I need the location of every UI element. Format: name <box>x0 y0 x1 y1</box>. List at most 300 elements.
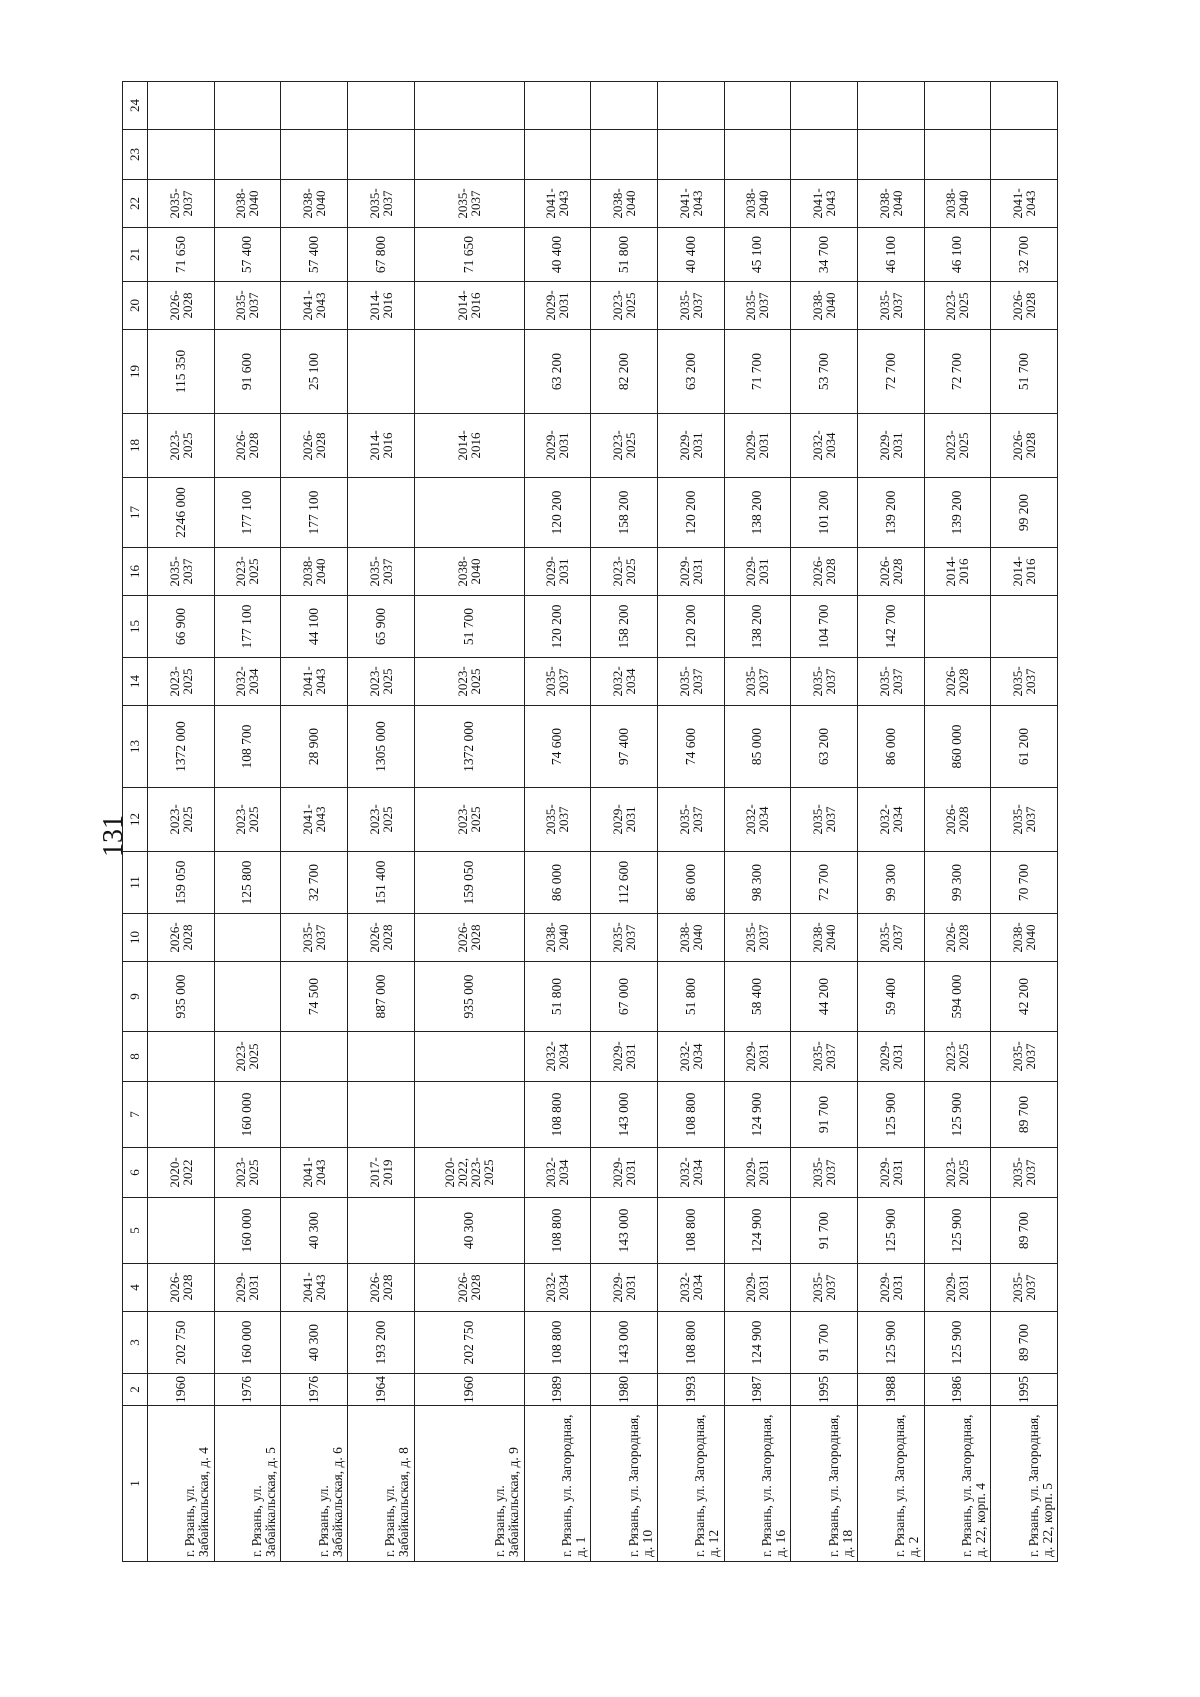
table-row <box>657 82 724 1562</box>
table-cell: 2041- 2043 <box>281 1148 348 1198</box>
table-cell: 193 200 <box>347 1312 414 1374</box>
table-cell: 177 100 <box>281 478 348 548</box>
table-cell: 86 000 <box>857 706 924 788</box>
table-cell: 2023- 2025 <box>148 788 215 852</box>
table-cell: 2041- 2043 <box>281 788 348 852</box>
table-cell: 2023- 2025 <box>591 414 658 478</box>
table-cell: 2035- 2037 <box>591 914 658 962</box>
table-cell: 91 700 <box>791 1312 858 1374</box>
table-cell: 2029- 2031 <box>724 548 791 596</box>
table-cell: 91 700 <box>791 1198 858 1264</box>
table-cell: 1960 <box>148 1374 215 1406</box>
table-cell: 2035- 2037 <box>657 788 724 852</box>
table-cell: 108 800 <box>657 1082 724 1148</box>
table-cell: 2032- 2034 <box>724 788 791 852</box>
column-header-12: 12 <box>123 788 148 852</box>
table-cell: 2035- 2037 <box>148 180 215 228</box>
table-cell: 2029- 2031 <box>724 414 791 478</box>
table-cell <box>657 82 724 130</box>
table-cell: 120 200 <box>524 478 591 548</box>
table-cell: 2017- 2019 <box>347 1148 414 1198</box>
column-header-2: 2 <box>123 1374 148 1406</box>
table-cell: 2029- 2031 <box>857 1032 924 1082</box>
table-cell: 2038- 2040 <box>591 180 658 228</box>
table-cell: 1964 <box>347 1374 414 1406</box>
table-cell: 860 000 <box>924 706 991 788</box>
table-cell: 2032- 2034 <box>857 788 924 852</box>
address-cell: г. Рязань, ул. Забайкальская, д. 5 <box>214 1406 281 1562</box>
column-header-19: 19 <box>123 330 148 414</box>
table-cell: 2029- 2031 <box>524 414 591 478</box>
table-cell: 2035- 2037 <box>991 788 1058 852</box>
table-cell <box>414 330 524 414</box>
table-cell <box>791 130 858 180</box>
table-cell: 2035- 2037 <box>857 658 924 706</box>
table-cell: 2035- 2037 <box>857 914 924 962</box>
table-cell: 1305 000 <box>347 706 414 788</box>
table-cell: 2041- 2043 <box>281 282 348 330</box>
table-cell: 2038- 2040 <box>791 282 858 330</box>
table-cell: 1987 <box>724 1374 791 1406</box>
table-cell: 2023- 2025 <box>924 414 991 478</box>
table-cell: 2032- 2034 <box>214 658 281 706</box>
address-cell: г. Рязань, ул. Забайкальская, д. 4 <box>148 1406 215 1562</box>
table-row <box>724 82 791 1562</box>
table-cell: 2020- 2022 <box>148 1148 215 1198</box>
column-header-18: 18 <box>123 414 148 478</box>
table-cell <box>724 82 791 130</box>
table-cell <box>657 130 724 180</box>
table-cell: 2026- 2028 <box>924 914 991 962</box>
table-cell: 2035- 2037 <box>724 658 791 706</box>
table-body <box>148 82 1058 1562</box>
table-cell: 97 400 <box>591 706 658 788</box>
table-cell: 2026- 2028 <box>148 1264 215 1312</box>
column-header-14: 14 <box>123 658 148 706</box>
table-cell: 2035- 2037 <box>991 658 1058 706</box>
table-cell: 2029- 2031 <box>524 548 591 596</box>
table-cell: 143 000 <box>591 1312 658 1374</box>
table-cell <box>281 82 348 130</box>
table-cell: 2035- 2037 <box>414 180 524 228</box>
table-cell: 1988 <box>857 1374 924 1406</box>
table-cell <box>524 130 591 180</box>
table-cell: 2026- 2028 <box>148 914 215 962</box>
table-cell: 2035- 2037 <box>657 658 724 706</box>
column-header-15: 15 <box>123 596 148 658</box>
table-cell <box>148 1082 215 1148</box>
table-cell: 72 700 <box>857 330 924 414</box>
table-cell: 125 900 <box>924 1198 991 1264</box>
table-cell: 2029- 2031 <box>214 1264 281 1312</box>
table-cell: 2023- 2025 <box>591 282 658 330</box>
table-cell <box>524 82 591 130</box>
table-cell: 2035- 2037 <box>791 1148 858 1198</box>
table-row <box>281 82 348 1562</box>
table-cell: 2020- 2022, 2023- 2025 <box>414 1148 524 1198</box>
table-cell: 1976 <box>214 1374 281 1406</box>
column-header-8: 8 <box>123 1032 148 1082</box>
table-cell: 2032- 2034 <box>524 1148 591 1198</box>
table-cell: 34 700 <box>791 228 858 282</box>
table-cell: 51 700 <box>991 330 1058 414</box>
table-cell <box>148 82 215 130</box>
table-cell: 2029- 2031 <box>591 1032 658 1082</box>
table-cell: 57 400 <box>281 228 348 282</box>
table-cell: 142 700 <box>857 596 924 658</box>
table-row <box>591 82 658 1562</box>
address-cell: г. Рязань, ул. Забайкальская, д. 8 <box>347 1406 414 1562</box>
table-row <box>857 82 924 1562</box>
column-header-6: 6 <box>123 1148 148 1198</box>
table-cell: 2032- 2034 <box>657 1032 724 1082</box>
column-header-21: 21 <box>123 228 148 282</box>
table-cell: 63 200 <box>657 330 724 414</box>
table-cell: 2014- 2016 <box>991 548 1058 596</box>
table-cell: 125 900 <box>924 1312 991 1374</box>
table-cell <box>214 914 281 962</box>
table-cell <box>857 82 924 130</box>
table-cell: 28 900 <box>281 706 348 788</box>
table-cell: 91 600 <box>214 330 281 414</box>
table-cell: 108 800 <box>657 1198 724 1264</box>
table-cell: 108 800 <box>524 1082 591 1148</box>
table-cell <box>347 1198 414 1264</box>
table-cell <box>347 1082 414 1148</box>
table-cell: 2041- 2043 <box>281 658 348 706</box>
table-cell: 2041- 2043 <box>524 180 591 228</box>
address-cell: г. Рязань, ул. Загородная, д. 1 <box>524 1406 591 1562</box>
table-cell: 120 200 <box>657 596 724 658</box>
table-row <box>148 82 215 1562</box>
table-cell: 2038- 2040 <box>281 180 348 228</box>
table-cell: 40 400 <box>524 228 591 282</box>
table-cell: 2038- 2040 <box>524 914 591 962</box>
table-cell: 86 000 <box>524 852 591 914</box>
table-cell: 2035- 2037 <box>214 282 281 330</box>
table-cell: 2038- 2040 <box>214 180 281 228</box>
table-cell: 594 000 <box>924 962 991 1032</box>
column-header-9: 9 <box>123 962 148 1032</box>
table-cell <box>857 130 924 180</box>
table-cell: 2032- 2034 <box>524 1264 591 1312</box>
column-header-4: 4 <box>123 1264 148 1312</box>
table-cell: 2023- 2025 <box>148 658 215 706</box>
table-row <box>924 82 991 1562</box>
table-cell: 72 700 <box>924 330 991 414</box>
table-cell: 2023- 2025 <box>414 788 524 852</box>
table-cell: 2029- 2031 <box>724 1032 791 1082</box>
table-cell: 1960 <box>414 1374 524 1406</box>
table-cell: 108 800 <box>524 1312 591 1374</box>
table-cell: 2026- 2028 <box>991 282 1058 330</box>
address-cell: г. Рязань, ул. Загородная, д. 12 <box>657 1406 724 1562</box>
table-cell: 2032- 2034 <box>657 1148 724 1198</box>
table-cell: 51 700 <box>414 596 524 658</box>
table-cell: 1986 <box>924 1374 991 1406</box>
table-cell: 2029- 2031 <box>724 1264 791 1312</box>
table-cell: 1976 <box>281 1374 348 1406</box>
table-cell: 2038- 2040 <box>924 180 991 228</box>
table-cell: 2038- 2040 <box>991 914 1058 962</box>
table-cell: 124 900 <box>724 1198 791 1264</box>
table-cell: 2035- 2037 <box>857 282 924 330</box>
table-cell: 2026- 2028 <box>347 914 414 962</box>
table-cell: 1980 <box>591 1374 658 1406</box>
column-header-13: 13 <box>123 706 148 788</box>
table-cell <box>591 82 658 130</box>
table-cell <box>924 130 991 180</box>
table-cell: 46 100 <box>857 228 924 282</box>
table-cell: 2026- 2028 <box>148 282 215 330</box>
column-header-17: 17 <box>123 478 148 548</box>
table-cell: 99 300 <box>924 852 991 914</box>
table-cell: 2023- 2025 <box>214 788 281 852</box>
table-cell: 2029- 2031 <box>524 282 591 330</box>
table-cell: 138 200 <box>724 478 791 548</box>
table-cell: 177 100 <box>214 478 281 548</box>
table-row <box>414 82 524 1562</box>
column-header-16: 16 <box>123 548 148 596</box>
table-cell <box>148 130 215 180</box>
table-cell: 160 000 <box>214 1082 281 1148</box>
table-row <box>791 82 858 1562</box>
table-row <box>214 82 281 1562</box>
table-cell: 91 700 <box>791 1082 858 1148</box>
table-cell: 108 800 <box>524 1198 591 1264</box>
table-cell: 71 700 <box>724 330 791 414</box>
table-cell: 2038- 2040 <box>281 548 348 596</box>
table-cell: 2026- 2028 <box>857 548 924 596</box>
table-cell: 125 900 <box>857 1198 924 1264</box>
table-cell: 67 000 <box>591 962 658 1032</box>
table-cell: 2029- 2031 <box>657 414 724 478</box>
table-cell <box>591 130 658 180</box>
table-cell <box>281 1032 348 1082</box>
column-header-20: 20 <box>123 282 148 330</box>
table-cell: 2032- 2034 <box>591 658 658 706</box>
table-cell: 108 700 <box>214 706 281 788</box>
address-cell: г. Рязань, ул. Загородная, д. 22, корп. 4 <box>924 1406 991 1562</box>
table-cell: 89 700 <box>991 1198 1058 1264</box>
table-cell: 2014- 2016 <box>347 414 414 478</box>
table-cell: 125 900 <box>857 1082 924 1148</box>
table-cell: 67 800 <box>347 228 414 282</box>
table-rotator <box>122 82 1058 1562</box>
table-cell: 63 200 <box>791 706 858 788</box>
table-cell: 53 700 <box>791 330 858 414</box>
table-cell: 98 300 <box>724 852 791 914</box>
table-cell: 2032- 2034 <box>657 1264 724 1312</box>
table-cell: 2014- 2016 <box>414 282 524 330</box>
table-cell: 2038- 2040 <box>791 914 858 962</box>
table-cell: 32 700 <box>991 228 1058 282</box>
table-cell: 124 900 <box>724 1312 791 1374</box>
table-cell: 2035- 2037 <box>791 1032 858 1082</box>
column-header-3: 3 <box>123 1312 148 1374</box>
table-cell: 71 650 <box>148 228 215 282</box>
table-cell: 2023- 2025 <box>591 548 658 596</box>
table-cell: 2035- 2037 <box>991 1264 1058 1312</box>
column-header-23: 23 <box>123 130 148 180</box>
table-cell: 25 100 <box>281 330 348 414</box>
table-cell: 2038- 2040 <box>857 180 924 228</box>
table-cell: 40 400 <box>657 228 724 282</box>
table-cell: 89 700 <box>991 1082 1058 1148</box>
table-cell: 2035- 2037 <box>281 914 348 962</box>
table-cell: 2023- 2025 <box>214 1032 281 1082</box>
table-cell: 2035- 2037 <box>524 788 591 852</box>
header-row <box>123 82 148 1562</box>
table-cell: 2035- 2037 <box>657 282 724 330</box>
table-cell: 2029- 2031 <box>657 548 724 596</box>
table-cell: 59 400 <box>857 962 924 1032</box>
table-cell: 2026- 2028 <box>414 914 524 962</box>
table-cell: 2041- 2043 <box>657 180 724 228</box>
table-cell: 2023- 2025 <box>347 658 414 706</box>
table-cell: 160 000 <box>214 1312 281 1374</box>
table-cell: 40 300 <box>281 1198 348 1264</box>
table-cell: 177 100 <box>214 596 281 658</box>
table-cell <box>347 130 414 180</box>
table-cell <box>214 130 281 180</box>
table-row <box>347 82 414 1562</box>
table-cell <box>347 330 414 414</box>
table-cell: 124 900 <box>724 1082 791 1148</box>
table-cell <box>724 130 791 180</box>
table-cell: 51 800 <box>524 962 591 1032</box>
table-cell: 2023- 2025 <box>148 414 215 478</box>
table-cell <box>791 82 858 130</box>
table-cell: 2023- 2025 <box>347 788 414 852</box>
table-cell: 202 750 <box>414 1312 524 1374</box>
table-cell: 2029- 2031 <box>591 1264 658 1312</box>
table-cell <box>924 596 991 658</box>
table-cell <box>148 1032 215 1082</box>
table-cell: 32 700 <box>281 852 348 914</box>
table-cell: 159 050 <box>414 852 524 914</box>
table-cell: 45 100 <box>724 228 791 282</box>
table-cell: 72 700 <box>791 852 858 914</box>
table-cell <box>414 478 524 548</box>
table-cell <box>414 82 524 130</box>
table-row <box>524 82 591 1562</box>
column-header-22: 22 <box>123 180 148 228</box>
table-cell <box>148 1198 215 1264</box>
table-cell: 70 700 <box>991 852 1058 914</box>
table-cell: 2035- 2037 <box>991 1032 1058 1082</box>
address-cell: г. Рязань, ул. Забайкальская, д. 6 <box>281 1406 348 1562</box>
table-cell: 1989 <box>524 1374 591 1406</box>
address-cell: г. Рязань, ул. Загородная, д. 18 <box>791 1406 858 1562</box>
table-cell: 74 600 <box>524 706 591 788</box>
column-header-7: 7 <box>123 1082 148 1148</box>
table-cell: 2038- 2040 <box>414 548 524 596</box>
table-cell: 71 650 <box>414 228 524 282</box>
table-cell: 2035- 2037 <box>724 914 791 962</box>
table-cell: 2014- 2016 <box>347 282 414 330</box>
table-cell <box>991 596 1058 658</box>
table-cell: 1995 <box>991 1374 1058 1406</box>
table-cell: 2041- 2043 <box>281 1264 348 1312</box>
table-cell: 2035- 2037 <box>791 1264 858 1312</box>
table-cell: 125 900 <box>924 1082 991 1148</box>
table-cell: 2029- 2031 <box>857 414 924 478</box>
table-cell <box>281 1082 348 1148</box>
table-cell: 125 800 <box>214 852 281 914</box>
column-header-11: 11 <box>123 852 148 914</box>
table-cell: 2026- 2028 <box>414 1264 524 1312</box>
table-cell <box>347 1032 414 1082</box>
table-cell: 1372 000 <box>414 706 524 788</box>
table-cell <box>414 1032 524 1082</box>
column-header-5: 5 <box>123 1198 148 1264</box>
table-cell: 65 900 <box>347 596 414 658</box>
address-cell: г. Рязань, ул. Загородная, д. 2 <box>857 1406 924 1562</box>
table-cell <box>414 1082 524 1148</box>
table-cell: 2029- 2031 <box>924 1264 991 1312</box>
table-cell: 120 200 <box>524 596 591 658</box>
table-cell: 51 800 <box>657 962 724 1032</box>
table-cell <box>414 130 524 180</box>
table-cell: 2023- 2025 <box>924 282 991 330</box>
table-cell: 2026- 2028 <box>924 788 991 852</box>
table-cell: 99 300 <box>857 852 924 914</box>
table-cell: 99 200 <box>991 478 1058 548</box>
table-cell: 40 300 <box>414 1198 524 1264</box>
table-cell: 2014- 2016 <box>414 414 524 478</box>
table-cell: 2029- 2031 <box>857 1264 924 1312</box>
table-cell: 2035- 2037 <box>791 788 858 852</box>
column-header-24: 24 <box>123 82 148 130</box>
table-cell: 57 400 <box>214 228 281 282</box>
table-row <box>991 82 1058 1562</box>
address-cell: г. Рязань, ул. Загородная, д. 16 <box>724 1406 791 1562</box>
table-cell: 101 200 <box>791 478 858 548</box>
table-cell: 887 000 <box>347 962 414 1032</box>
table-cell: 159 050 <box>148 852 215 914</box>
table-cell: 44 200 <box>791 962 858 1032</box>
table-cell: 2038- 2040 <box>657 914 724 962</box>
address-cell: г. Рязань, ул. Забайкальская, д. 9 <box>414 1406 524 1562</box>
table-cell: 2026- 2028 <box>281 414 348 478</box>
table-cell: 2026- 2028 <box>991 414 1058 478</box>
table-cell: 935 000 <box>414 962 524 1032</box>
table-cell <box>347 478 414 548</box>
table-cell: 2041- 2043 <box>991 180 1058 228</box>
table-cell: 2029- 2031 <box>591 1148 658 1198</box>
table-cell: 2023- 2025 <box>924 1148 991 1198</box>
table-cell: 202 750 <box>148 1312 215 1374</box>
table-cell: 158 200 <box>591 478 658 548</box>
table-cell: 2026- 2028 <box>347 1264 414 1312</box>
table-cell: 158 200 <box>591 596 658 658</box>
page-number: 131 <box>98 815 129 857</box>
table-cell: 139 200 <box>857 478 924 548</box>
table-cell: 2035- 2037 <box>148 548 215 596</box>
table-cell: 2026- 2028 <box>924 658 991 706</box>
table-cell: 2035- 2037 <box>724 282 791 330</box>
table-cell: 1995 <box>791 1374 858 1406</box>
table-cell <box>991 82 1058 130</box>
table-cell: 2041- 2043 <box>791 180 858 228</box>
table-cell: 63 200 <box>524 330 591 414</box>
table-cell: 44 100 <box>281 596 348 658</box>
table-cell: 2038- 2040 <box>724 180 791 228</box>
table-cell: 115 350 <box>148 330 215 414</box>
table-cell: 125 900 <box>857 1312 924 1374</box>
table-cell: 2029- 2031 <box>857 1148 924 1198</box>
